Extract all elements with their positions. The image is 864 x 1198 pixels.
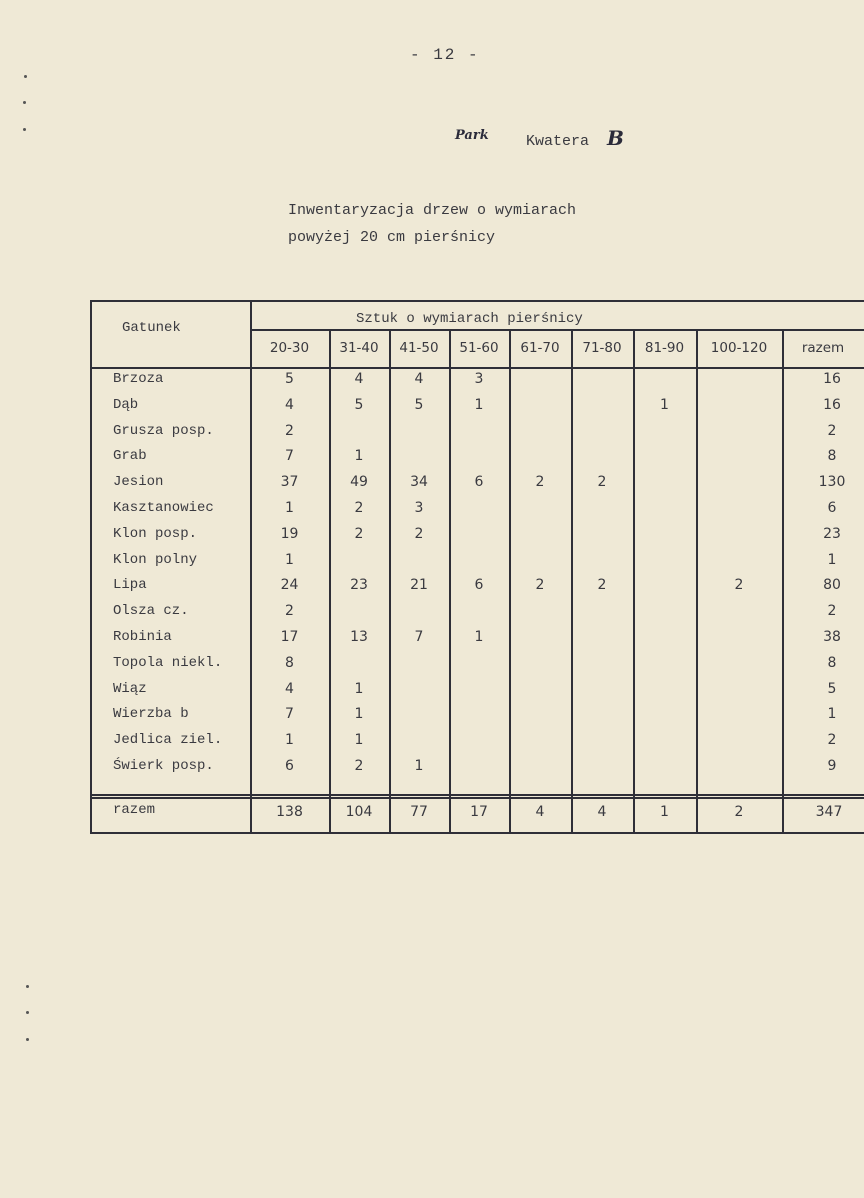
count-cell: 17 <box>280 629 299 645</box>
count-cell: 1 <box>474 396 484 413</box>
count-cell: 9 <box>827 758 837 774</box>
count-cell: 2 <box>354 758 364 774</box>
species-name: Klon polny <box>113 551 198 568</box>
count-cell: 49 <box>350 474 368 491</box>
total-cell: 104 <box>345 804 373 820</box>
kwatera-letter: B <box>607 126 624 150</box>
count-cell: 23 <box>823 525 841 542</box>
species-name: Świerk posp. <box>113 758 214 774</box>
species-name: Kasztanowiec <box>113 500 214 516</box>
total-cell: 17 <box>470 804 488 820</box>
count-cell: 1 <box>827 706 837 723</box>
count-cell: 80 <box>823 577 841 594</box>
count-cell: 3 <box>474 371 484 387</box>
count-cell: 2 <box>285 603 294 620</box>
column-header: razem <box>801 340 845 356</box>
count-cell: 6 <box>474 577 484 594</box>
count-cell: 2 <box>354 525 364 542</box>
table-top-rule <box>90 300 864 302</box>
count-cell: 23 <box>350 577 368 594</box>
count-cell: 2 <box>354 500 364 516</box>
count-cell: 13 <box>350 629 368 645</box>
handwritten-park-note: Park <box>455 128 489 143</box>
column-header: 41-50 <box>399 340 439 356</box>
count-cell: 8 <box>827 654 837 671</box>
count-cell: 24 <box>280 577 299 594</box>
count-cell: 2 <box>535 474 545 491</box>
table-left-rule <box>90 300 92 832</box>
count-cell: 130 <box>818 474 846 491</box>
count-cell: 1 <box>414 758 424 774</box>
column-header: 61-70 <box>520 340 560 356</box>
count-cell: 6 <box>285 758 294 774</box>
column-rule <box>782 329 784 832</box>
title-line-1: Inwentaryzacja drzew o wymiarach <box>288 202 577 219</box>
count-cell: 5 <box>827 680 837 697</box>
species-name: Olsza cz. <box>113 603 189 620</box>
count-cell: 19 <box>280 525 299 542</box>
species-name: Topola niekl. <box>113 654 223 671</box>
count-cell: 2 <box>414 525 424 542</box>
count-cell: 2 <box>734 577 744 594</box>
species-name: Lipa <box>113 577 147 594</box>
kwatera-label: Kwatera <box>526 133 590 150</box>
count-cell: 6 <box>474 474 484 491</box>
count-cell: 3 <box>414 500 424 516</box>
count-cell: 2 <box>285 422 294 439</box>
count-cell: 4 <box>285 680 294 697</box>
column-header: 31-40 <box>339 340 379 356</box>
total-cell: 4 <box>597 804 607 820</box>
header-species: Gatunek <box>122 320 181 336</box>
count-cell: 1 <box>354 732 364 749</box>
count-cell: 4 <box>285 396 294 413</box>
count-cell: 4 <box>354 371 364 387</box>
count-cell: 4 <box>414 371 424 387</box>
total-cell: 138 <box>276 804 303 820</box>
count-cell: 5 <box>414 396 424 413</box>
count-cell: 5 <box>354 396 364 413</box>
species-name: Grusza posp. <box>113 422 214 439</box>
total-cell: 1 <box>660 804 669 820</box>
count-cell: 2 <box>597 577 607 594</box>
column-header: 81-90 <box>644 340 685 356</box>
total-cell: 77 <box>410 804 428 820</box>
column-header: 20-30 <box>269 340 310 356</box>
count-cell: 1 <box>827 551 837 568</box>
species-name: Brzoza <box>113 371 164 387</box>
count-cell: 2 <box>597 474 607 491</box>
column-header: 51-60 <box>459 340 499 356</box>
count-cell: 5 <box>285 371 294 387</box>
count-cell: 21 <box>410 577 428 594</box>
column-header: 71-80 <box>582 340 622 356</box>
count-cell: 1 <box>660 396 669 413</box>
species-name: Jedlica ziel. <box>113 732 223 749</box>
count-cell: 37 <box>280 474 299 491</box>
species-name: Wierzba b <box>113 706 189 723</box>
column-header: 100-120 <box>710 340 768 356</box>
count-cell: 1 <box>474 629 484 645</box>
count-cell: 2 <box>535 577 545 594</box>
count-cell: 16 <box>823 396 841 413</box>
count-cell: 8 <box>827 448 837 465</box>
species-name: Dąb <box>113 396 139 413</box>
count-cell: 1 <box>285 551 294 568</box>
header-bottom-rule <box>90 367 864 369</box>
species-name: Klon posp. <box>113 525 198 542</box>
table-bottom-rule <box>90 832 864 834</box>
group-header-rule <box>250 329 864 331</box>
species-name: Jesion <box>113 474 164 491</box>
total-cell: 347 <box>815 804 843 820</box>
page-number: - 12 - <box>410 46 480 64</box>
count-cell: 16 <box>823 371 841 387</box>
count-cell: 38 <box>823 629 841 645</box>
total-label: razem <box>113 802 156 818</box>
count-cell: 1 <box>285 500 294 516</box>
species-name: Wiąz <box>113 680 147 697</box>
body-bottom-rule <box>90 794 864 796</box>
count-cell: 1 <box>354 706 364 723</box>
count-cell: 34 <box>410 474 428 491</box>
count-cell: 2 <box>827 422 837 439</box>
count-cell: 7 <box>414 629 424 645</box>
header-group: Sztuk o wymiarach pierśnicy <box>356 311 583 327</box>
species-name: Grab <box>113 448 147 465</box>
count-cell: 7 <box>285 706 294 723</box>
count-cell: 1 <box>285 732 294 749</box>
count-cell: 7 <box>285 448 294 465</box>
count-cell: 1 <box>354 680 364 697</box>
count-cell: 2 <box>827 603 837 620</box>
title-line-2: powyżej 20 cm pierśnicy <box>288 229 496 246</box>
count-cell: 2 <box>827 732 837 749</box>
count-cell: 1 <box>354 448 364 465</box>
body-bottom-rule-double <box>90 797 864 799</box>
total-cell: 2 <box>734 804 744 820</box>
total-cell: 4 <box>535 804 545 820</box>
species-name: Robinia <box>113 629 172 645</box>
count-cell: 6 <box>827 500 837 516</box>
count-cell: 8 <box>285 654 294 671</box>
